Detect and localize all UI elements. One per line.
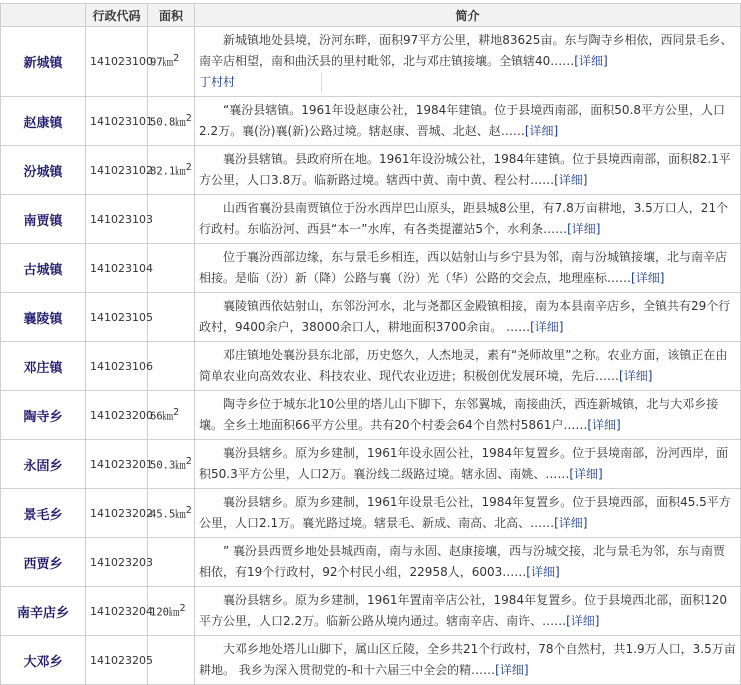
- township-name-link[interactable]: [1, 636, 86, 685]
- table-row: [1, 27, 741, 97]
- intro-text: “襄汾县辖镇。1961年设赵康公社，1984年建镇。位于县境西南部，面积50.8平方公里，人口2.2万。襄(汾)襄(新)公路过境。辖赵康、晋城、北赵、赵……[详细]: [199, 103, 726, 138]
- intro-cell: [195, 146, 741, 195]
- intro-text: 邓庄镇地处襄汾县东北部，历史悠久，人杰地灵，素有“尧师故里”之称。农业方面，该镇正在由简单农业向高效农业、科技农业、现代农业迈进；积极创优发展环境，先后……[详细]: [199, 348, 728, 383]
- township-name[interactable]: 汾城镇: [23, 164, 63, 180]
- intro-text: 山西省襄汾县南贾镇位于汾水西岸巴山原头，距县城8公里，有7.8万亩耕地，3.5万口人，21个行政村。东临汾河、西县“本一”水库，有各类提灌站5个，水利条……[详细]: [199, 201, 729, 236]
- admin-code: 141023103: [86, 195, 148, 244]
- intro-cell: [195, 538, 741, 587]
- details-link[interactable]: [详细]: [554, 173, 588, 187]
- intro-cell: [195, 195, 741, 244]
- township-name-link[interactable]: [1, 195, 86, 244]
- table-row: [1, 342, 741, 391]
- area-value: [148, 538, 195, 587]
- township-name[interactable]: 景毛乡: [23, 507, 63, 523]
- township-name-link[interactable]: [1, 391, 86, 440]
- area-value: 97㎞$^2$: [148, 27, 195, 97]
- intro-text: 襄陵镇西依姑射山，东邻汾河水，北与尧都区金殿镇相接，南为本县南辛店乡，全镇共有29个行政村，9400余户，38000余口人，耕地面积3700余亩。 ……[详细]: [199, 299, 731, 334]
- details-link[interactable]: [详细]: [631, 271, 665, 285]
- township-name-link[interactable]: [1, 538, 86, 587]
- admin-code: 141023201: [86, 440, 148, 489]
- township-name[interactable]: 新城镇: [23, 56, 63, 71]
- area-value: 66㎞$^2$: [148, 391, 195, 440]
- admin-code: 141023202: [86, 489, 148, 538]
- details-link[interactable]: [详细]: [569, 467, 603, 481]
- details-link[interactable]: [详细]: [619, 369, 653, 383]
- intro-cell: [195, 489, 741, 538]
- admin-code: 141023105: [86, 293, 148, 342]
- township-name[interactable]: 南贾镇: [23, 213, 63, 229]
- table-row: [1, 146, 741, 195]
- area-value: 50.3㎞$^2$: [148, 440, 195, 489]
- township-name[interactable]: 赵康镇: [23, 115, 63, 131]
- intro-text: 襄汾县辖乡。原为乡建制，1961年设永固公社，1984年复置乡。位于县境南部，汾河西岸，面积50.3平方公里，人口2万。襄汾线二级路过境。辖永固、南姚、……[详细]: [199, 446, 729, 481]
- admin-code: 141023104: [86, 244, 148, 293]
- admin-code: 141023101: [86, 97, 148, 146]
- table-row: [1, 391, 741, 440]
- details-link[interactable]: [详细]: [574, 54, 608, 68]
- details-link[interactable]: [详细]: [524, 124, 559, 138]
- related-village-group: [199, 72, 322, 92]
- intro-cell: [195, 244, 741, 293]
- intro-text: 襄汾县辖乡。原为乡建制，1961年置南辛店公社，1984年复置乡。位于县境西北部，面积120平方公里，人口2.2万。临新公路从境内通过。辖南辛店、南许、……[详细]: [199, 593, 727, 628]
- intro-cell: [195, 342, 741, 391]
- township-name[interactable]: 永固乡: [23, 458, 63, 474]
- intro-text: 位于襄汾西部边缘，东与景毛乡相连，西以姑射山与乡宁县为邻，南与汾城镇接壤，北与南辛店相接。是临（汾）新（降）公路与襄（汾）光（华）公路的交会点，地理座标……[详细]: [199, 250, 728, 285]
- admin-code: 141023100: [86, 27, 148, 97]
- details-link[interactable]: [详细]: [554, 516, 588, 530]
- township-table: [0, 3, 741, 685]
- details-link[interactable]: [详细]: [530, 320, 564, 334]
- table-row: [1, 244, 741, 293]
- table-row: [1, 538, 741, 587]
- table-header-row: [1, 4, 741, 27]
- table-row: [1, 489, 741, 538]
- area-value: [148, 636, 195, 685]
- township-name-link[interactable]: [1, 293, 86, 342]
- details-link[interactable]: [详细]: [495, 663, 529, 677]
- township-name-link[interactable]: [1, 489, 86, 538]
- township-name[interactable]: 古城镇: [23, 262, 63, 278]
- township-name-link[interactable]: [1, 97, 86, 146]
- township-name-link[interactable]: [1, 587, 86, 636]
- table-row: [1, 587, 741, 636]
- intro-cell: [195, 440, 741, 489]
- township-name[interactable]: 大邓乡: [23, 654, 63, 670]
- intro-text: 襄汾县辖镇。县政府所在地。1961年设汾城公社，1984年建镇。位于县境西南部，面积82.1平方公里，人口3.8万。临新路过境。辖西中黄、南中黄、程公村……[详细]: [199, 152, 731, 187]
- area-value: [148, 342, 195, 391]
- table-row: [1, 636, 741, 685]
- area-value: [148, 244, 195, 293]
- details-link[interactable]: [详细]: [567, 222, 601, 236]
- related-village-link[interactable]: 丁村村: [199, 75, 236, 89]
- area-value: 82.1㎞$^2$: [148, 146, 195, 195]
- township-name[interactable]: 西贾乡: [23, 556, 63, 572]
- intro-cell: [195, 293, 741, 342]
- header-area: 面积: [148, 4, 195, 27]
- township-name[interactable]: 襄陵镇: [23, 311, 63, 327]
- table-row: [1, 440, 741, 489]
- table-row: [1, 293, 741, 342]
- details-link[interactable]: [详细]: [566, 614, 600, 628]
- township-name-link[interactable]: [1, 244, 86, 293]
- intro-cell: [195, 97, 741, 146]
- area-value: [148, 195, 195, 244]
- township-name-link[interactable]: [1, 342, 86, 391]
- intro-text: 陶寺乡位于城东北10公里的塔儿山下脚下，东邻翼城，南接曲沃，西连新城镇，北与大邓乡接壤。全乡土地面积66平方公里。共有20个村委会64个自然村5861户……[详细]: [199, 397, 719, 432]
- intro-text: 襄汾县辖乡。原为乡建制，1961年设景毛公社，1984年复置乡。位于县境西部，面积45.5平方公里，人口2.1万。襄光路过境。辖景毛、新成、南高、北高、……[详细]: [199, 495, 731, 530]
- township-name[interactable]: 邓庄镇: [23, 360, 63, 376]
- intro-cell: [195, 636, 741, 685]
- admin-code: 141023205: [86, 636, 148, 685]
- township-name-link[interactable]: [1, 146, 86, 195]
- township-name[interactable]: 南辛店乡: [16, 605, 69, 621]
- intro-cell: [195, 391, 741, 440]
- table-row: [1, 195, 741, 244]
- township-name-link[interactable]: [1, 440, 86, 489]
- area-value: 45.5㎞$^2$: [148, 489, 195, 538]
- area-value: 120㎞$^2$: [148, 587, 195, 636]
- header-intro: 简介: [195, 4, 741, 27]
- admin-code: 141023200: [86, 391, 148, 440]
- table-row: [1, 97, 741, 146]
- township-name[interactable]: 陶寺乡: [23, 409, 63, 425]
- admin-code: 141023203: [86, 538, 148, 587]
- intro-text: ” 襄汾县西贾乡地处县城西南，南与永固、赵康接壤，西与汾城交接，北与景毛为邻，东与南贾相依，有19个行政村，92个村民小组，22958人，6003……[详细]: [199, 544, 726, 579]
- header-name: [1, 4, 86, 27]
- admin-code: 141023106: [86, 342, 148, 391]
- admin-code: 141023102: [86, 146, 148, 195]
- intro-cell: [195, 587, 741, 636]
- intro-text: 大邓乡地处塔儿山脚下，属山区丘陵，全乡共21个行政村，78个自然村，共1.9万人口，3.5万亩耕地。 我乡为深入贯彻党的-和十六届三中全会的精……[详细]: [199, 642, 736, 677]
- area-value: [148, 293, 195, 342]
- details-link[interactable]: [详细]: [526, 565, 560, 579]
- intro-text: 新城镇地处县境，汾河东畔，面积97平方公里，耕地83625亩。东与陶寺乡相依，西同景毛乡、南辛店相望，南和曲沃县的里村毗邻，北与邓庄镇接壤。全镇辖40……[详细]: [199, 33, 733, 68]
- township-name-link[interactable]: [1, 27, 86, 97]
- area-value: 50.8㎞$^2$: [148, 97, 195, 146]
- details-link[interactable]: [详细]: [587, 418, 621, 432]
- intro-cell: [195, 27, 741, 97]
- admin-code: 141023204: [86, 587, 148, 636]
- header-code: 行政代码: [86, 4, 148, 27]
